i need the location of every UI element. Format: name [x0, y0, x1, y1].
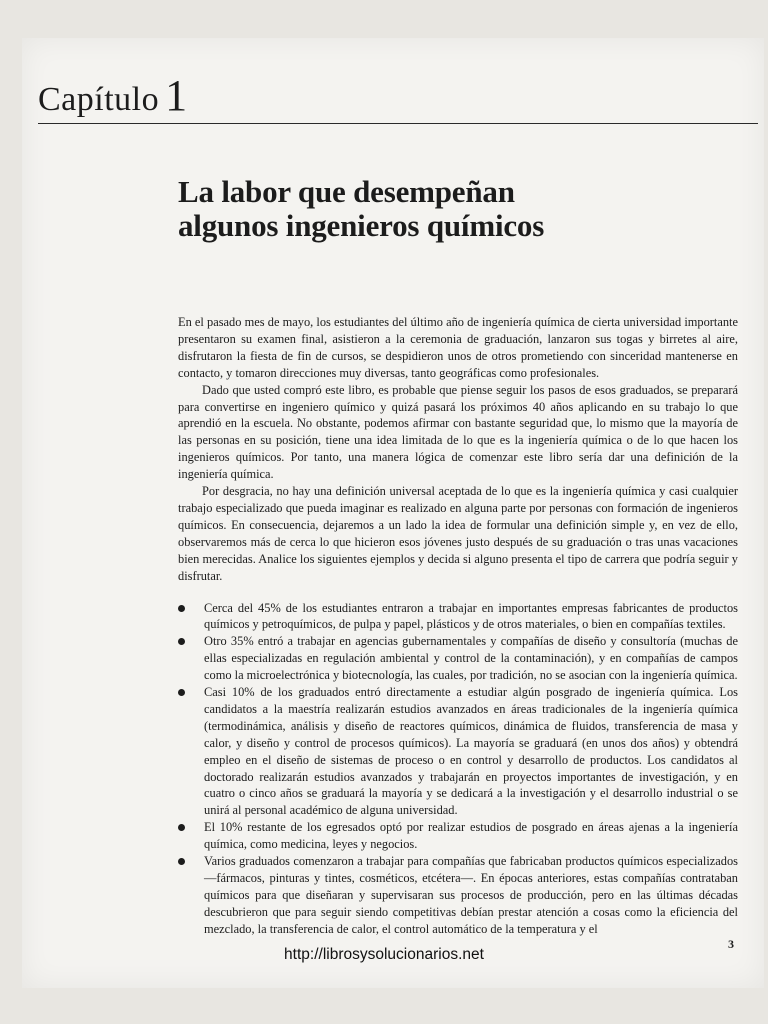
chapter-rule: [38, 123, 758, 124]
bullet-text: Casi 10% de los graduados entró directamente a estudiar algún posgrado de ingeniería química. Los candidatos a la maestría realizarán estudios avanzados en áreas tradicionales de la ingeniería química (termodinámica, análisis y diseño de reactores químicos, dinámica de fluidos, transferencia de masa y calor, y diseño y control de procesos químicos). La mayoría se graduará (en unos dos años) y obtendrá empleo en el diseño de sistemas de proceso o en control y desarrollo de productos. Los candidatos al doctorado realizarán estudios avanzados y trabajarán en proyectos importantes de investigación, y en cuatro o cinco años se graduará la mayoría y se dedicará a la investigación y el desarrollo industrial o se unirá al personal académico de alguna universidad.: [204, 685, 738, 818]
bullet-dot-icon: [178, 689, 185, 696]
bullet-text: Cerca del 45% de los estudiantes entraron a trabajar en importantes empresas fabricantes de productos químicos y petroquímicos, de pulpa y papel, plásticos y de otros materiales, o bien en compañías textiles.: [204, 600, 738, 632]
bullet-list: [178, 600, 738, 938]
paragraph-2: Dado que usted compró este libro, es probable que piense seguir los pasos de esos graduados, se preparará para convertirse en ingeniero químico y quizá pasará los próximos 40 años aplicando en su trabajo lo que aprendió en la escuela. No obstante, podemos afirmar con bastante seguridad que, lo mismo que la mayoría de las personas en su posición, tiene una idea limitada de lo que es la ingeniería química o de lo que hacen los ingenieros químicos. Por tanto, una manera lógica de comenzar este libro sería dar una definición de la ingeniería química.: [178, 382, 738, 482]
chapter-word: Capítulo: [38, 81, 160, 118]
bullet-text: Varios graduados comenzaron a trabajar para compañías que fabricaban productos químicos especializados —fármacos, pinturas y tintes, cosméticos, etcétera—. En épocas anteriores, estas compañías contrataban químicos para que diseñaran y supervisaran sus procesos de producción, pero en las últimas décadas descubrieron que para seguir siendo competitivas debían prestar atención a cosas como la eficiencia del mezclado, la transferencia de calor, el control automático de la temperatura y el: [204, 854, 738, 936]
chapter-number: 1: [165, 71, 188, 120]
bullet-item: [178, 600, 738, 634]
source-url[interactable]: http://librosysolucionarios.net: [284, 946, 484, 963]
paragraph-1: En el pasado mes de mayo, los estudiantes del último año de ingeniería química de cierta universidad importante presentaron su examen final, asistieron a la ceremonia de graduación, lanzaron sus togas y birretes al aire, disfrutaron la fiesta de fin de cursos, se despidieron unos de otros prometiendo con sinceridad mantenerse en contacto, y tomaron direcciones muy diversas, tanto geográficas como profesionales.: [178, 315, 738, 380]
paragraph-3: Por desgracia, no hay una definición universal aceptada de lo que es la ingeniería química y casi cualquier trabajo especializado que pueda imaginar es realizado en alguna parte por personas con formación de ingenieros químicos. En consecuencia, dejaremos a un lado la idea de formular una definición simple y, en vez de ello, observaremos más de cerca lo que hicieron esos jóvenes justo después de su graduación o tras unas vacaciones bien merecidas. Analice los siguientes ejemplos y decida si alguno presenta el tipo de carrera que podría seguir y disfrutar.: [178, 484, 738, 583]
chapter-heading: [38, 71, 188, 120]
bullet-text: El 10% restante de los egresados optó por realizar estudios de posgrado en áreas ajenas a la ingeniería química, como medicina, leyes y negocios.: [204, 820, 738, 852]
title-line-2: algunos ingenieros químicos: [178, 208, 545, 243]
bullet-dot-icon: [178, 824, 185, 831]
bullet-dot-icon: [178, 638, 185, 645]
chapter-title: [178, 175, 544, 243]
bullet-item: [178, 684, 738, 819]
bullet-dot-icon: [178, 605, 185, 612]
bullet-item: [178, 819, 738, 853]
bullet-item: [178, 633, 738, 684]
bullet-dot-icon: [178, 858, 185, 865]
bullet-text: Otro 35% entró a trabajar en agencias gubernamentales y compañías de diseño y consultoría (muchas de ellas especializadas en regulación ambiental y control de la contaminación), y en compañías de campos como la microelectrónica y biotecnología, las cuales, por tradición, no se asocian con la ingeniería química.: [204, 634, 738, 683]
page-number: 3: [728, 937, 734, 951]
body-text: [178, 314, 738, 938]
title-line-1: La labor que desempeñan: [178, 174, 515, 209]
bullet-item: [178, 853, 738, 938]
